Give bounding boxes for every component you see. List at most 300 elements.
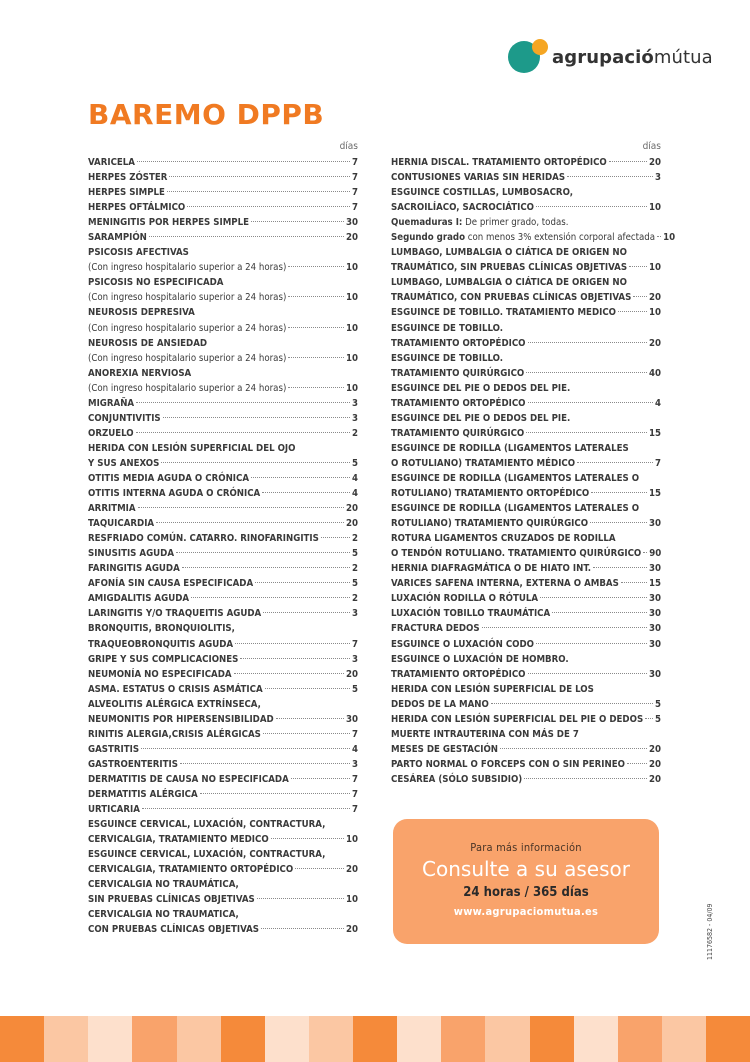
leader-dots xyxy=(528,673,647,674)
row-label: LUMBAGO, LUMBALGIA O CIÁTICA DE ORIGEN NO xyxy=(391,277,627,289)
row-label: CERVICALGIA NO TRAUMATICA, xyxy=(88,909,239,921)
row-days-value: 10 xyxy=(648,307,661,319)
table-row xyxy=(391,546,661,561)
row-label: ESGUINCE DE TOBILLO. TRATAMIENTO MEDICO xyxy=(391,307,616,319)
row-days-value: 20 xyxy=(648,758,661,770)
table-row xyxy=(391,576,661,591)
row-label: HERPES SIMPLE xyxy=(88,187,165,199)
row-days-value: 30 xyxy=(345,713,358,725)
table-row xyxy=(88,787,358,802)
leader-dots xyxy=(180,763,350,764)
table-row xyxy=(88,877,358,892)
leader-dots xyxy=(288,266,344,267)
row-days-value: 2 xyxy=(351,593,358,605)
table-row xyxy=(391,591,661,606)
row-days-value: 5 xyxy=(654,713,661,725)
table-row xyxy=(88,456,358,471)
row-label: AFONÍA SIN CAUSA ESPECIFICADA xyxy=(88,578,254,590)
leader-dots xyxy=(627,763,647,764)
stripe-block xyxy=(0,1016,44,1062)
table-row xyxy=(88,185,358,200)
row-label: Segundo grado con menos 3% extensión corporal afectada xyxy=(391,232,656,244)
row-days-value: 20 xyxy=(648,292,661,304)
row-label: ROTURA LIGAMENTOS CRUZADOS DE RODILLA xyxy=(391,533,616,545)
row-days-value: 20 xyxy=(345,924,358,936)
table-row xyxy=(88,170,358,185)
table-row xyxy=(88,155,358,170)
row-days-value: 20 xyxy=(648,157,661,168)
leader-dots xyxy=(141,748,350,749)
row-days-value: 3 xyxy=(351,758,358,770)
table-row xyxy=(88,847,358,862)
table-row xyxy=(88,667,358,682)
row-label: ROTULIANO) TRATAMIENTO ORTOPÉDICO xyxy=(391,488,590,500)
table-row xyxy=(88,637,358,652)
table-row xyxy=(88,441,358,456)
leader-dots xyxy=(156,522,344,523)
row-label: URTICARIA xyxy=(88,804,140,816)
table-row xyxy=(88,561,358,576)
row-label: HERIDA CON LESIÓN SUPERFICIAL DEL PIE O DEDOS xyxy=(391,713,644,725)
document-code: 11176582 - 04/09 xyxy=(706,903,714,960)
row-label: CESÁREA (SÓLO SUBSIDIO) xyxy=(391,773,523,785)
row-label: NEUMONÍA NO ESPECIFICADA xyxy=(88,668,232,680)
row-label: ESGUINCE O LUXACIÓN CODO xyxy=(391,638,534,650)
left-column xyxy=(88,140,358,937)
row-days-value: 4 xyxy=(351,472,358,484)
row-days-value: 10 xyxy=(345,292,358,304)
row-days-value: 3 xyxy=(351,412,358,424)
stripe-block xyxy=(441,1016,485,1062)
table-row xyxy=(88,802,358,817)
leader-dots xyxy=(482,627,647,628)
row-label: (Con ingreso hospitalario superior a 24 horas) xyxy=(88,322,287,334)
table-row xyxy=(391,561,661,576)
table-row xyxy=(391,772,661,787)
leader-dots xyxy=(524,778,647,779)
stripe-block xyxy=(44,1016,88,1062)
table-row xyxy=(88,697,358,712)
leader-dots xyxy=(528,342,647,343)
row-label: VARICELA xyxy=(88,157,135,168)
table-row xyxy=(88,321,358,336)
table-row xyxy=(391,712,661,727)
table-row xyxy=(391,682,661,697)
row-label: OTITIS MEDIA AGUDA O CRÓNICA xyxy=(88,472,250,484)
table-row xyxy=(88,606,358,621)
row-label: FARINGITIS AGUDA xyxy=(88,563,180,575)
logo-mark-icon xyxy=(508,39,548,75)
table-row xyxy=(391,531,661,546)
table-row xyxy=(88,426,358,441)
info-box xyxy=(393,819,659,944)
table-row xyxy=(391,471,661,486)
row-label: GRIPE Y SUS COMPLICACIONES xyxy=(88,653,239,665)
leader-dots xyxy=(255,582,350,583)
row-days-value: 2 xyxy=(351,427,358,439)
row-days-value: 40 xyxy=(648,367,661,379)
leader-dots xyxy=(187,206,350,207)
stripe-block xyxy=(309,1016,353,1062)
row-label: LARINGITIS Y/O TRAQUEITIS AGUDA xyxy=(88,608,262,620)
table-row xyxy=(391,200,661,215)
row-label: HERIDA CON LESIÓN SUPERFICIAL DEL OJO xyxy=(88,442,296,454)
row-days-value: 10 xyxy=(345,352,358,364)
leader-dots xyxy=(182,567,350,568)
leader-dots xyxy=(295,868,344,869)
row-days-value: 7 xyxy=(351,187,358,199)
table-row xyxy=(391,336,661,351)
row-label: ESGUINCE DE TOBILLO. xyxy=(391,322,504,334)
website-link[interactable]: www.agrupaciomutua.es xyxy=(453,905,599,918)
row-days-value: 7 xyxy=(351,638,358,650)
table-row xyxy=(88,215,358,230)
row-days-value: 4 xyxy=(351,488,358,500)
leader-dots xyxy=(629,266,647,267)
table-row xyxy=(391,501,661,516)
row-days-value: 20 xyxy=(345,503,358,515)
leader-dots xyxy=(491,703,653,704)
row-label: DERMATITIS DE CAUSA NO ESPECIFICADA xyxy=(88,773,289,785)
leader-dots xyxy=(526,432,647,433)
table-row xyxy=(88,591,358,606)
leader-dots xyxy=(288,296,344,297)
leader-dots xyxy=(263,733,350,734)
row-days-value: 20 xyxy=(648,337,661,349)
leader-dots xyxy=(288,387,344,388)
row-label: BRONQUITIS, BRONQUIOLITIS, xyxy=(88,623,235,635)
table-row xyxy=(88,652,358,667)
stripe-block xyxy=(88,1016,132,1062)
table-row xyxy=(391,486,661,501)
row-label: TRATAMIENTO ORTOPÉDICO xyxy=(391,668,526,680)
row-days-value: 7 xyxy=(351,728,358,740)
row-label: SARAMPIÓN xyxy=(88,232,147,244)
table-row xyxy=(88,396,358,411)
row-label: ESGUINCE CERVICAL, LUXACIÓN, CONTRACTURA, xyxy=(88,849,326,861)
table-row xyxy=(391,742,661,757)
row-days-value: 15 xyxy=(648,578,661,590)
row-label: (Con ingreso hospitalario superior a 24 horas) xyxy=(88,352,287,364)
row-label: GASTRITIS xyxy=(88,743,140,755)
leader-dots xyxy=(251,477,350,478)
leader-dots xyxy=(176,552,350,553)
row-label: LUXACIÓN RODILLA O RÓTULA xyxy=(391,593,539,605)
table-row xyxy=(391,652,661,667)
row-label: HERPES OFTÁLMICO xyxy=(88,202,186,214)
row-label: CONTUSIONES VARIAS SIN HERIDAS xyxy=(391,172,566,184)
row-label: DEDOS DE LA MANO xyxy=(391,698,489,710)
table-row xyxy=(88,727,358,742)
table-row xyxy=(88,757,358,772)
table-row xyxy=(391,621,661,636)
stripe-block xyxy=(530,1016,574,1062)
row-days-value: 30 xyxy=(648,608,661,620)
row-label: ESGUINCE DE TOBILLO. xyxy=(391,352,504,364)
table-row xyxy=(88,772,358,787)
leader-dots xyxy=(291,778,350,779)
row-label: NEUROSIS DE ANSIEDAD xyxy=(88,337,208,349)
table-row xyxy=(391,155,661,170)
table-row xyxy=(391,230,676,245)
row-days-value: 20 xyxy=(345,668,358,680)
leader-dots xyxy=(251,221,344,222)
row-days-value: 2 xyxy=(351,533,358,545)
row-days-value: 4 xyxy=(654,397,661,409)
leader-dots xyxy=(643,552,647,553)
row-label: PARTO NORMAL O FORCEPS CON O SIN PERINEO xyxy=(391,758,625,770)
row-days-value: 10 xyxy=(345,322,358,334)
leader-dots xyxy=(526,372,647,373)
row-label: HERNIA DISCAL. TRATAMIENTO ORTOPÉDICO xyxy=(391,157,607,168)
row-label: VARICES SAFENA INTERNA, EXTERNA O AMBAS xyxy=(391,578,619,590)
row-label: TRATAMIENTO ORTOPÉDICO xyxy=(391,337,526,349)
row-label: ESGUINCE DE RODILLA (LIGAMENTOS LATERALES xyxy=(391,442,629,454)
table-row xyxy=(88,351,358,366)
row-label: (Con ingreso hospitalario superior a 24 horas) xyxy=(88,262,287,274)
leader-dots xyxy=(261,928,344,929)
row-label: CON PRUEBAS CLÍNICAS OBJETIVAS xyxy=(88,924,259,936)
row-days-value: 10 xyxy=(345,382,358,394)
row-days-value: 4 xyxy=(351,743,358,755)
row-label: LUXACIÓN TOBILLO TRAUMÁTICA xyxy=(391,608,551,620)
leader-dots xyxy=(234,673,344,674)
row-label: (Con ingreso hospitalario superior a 24 horas) xyxy=(88,292,287,304)
row-label: PSICOSIS AFECTIVAS xyxy=(88,247,189,259)
table-row xyxy=(88,260,358,275)
row-label: TRAQUEOBRONQUITIS AGUDA xyxy=(88,638,234,650)
leader-dots xyxy=(536,643,647,644)
leader-dots xyxy=(265,688,350,689)
leader-dots xyxy=(621,582,647,583)
row-days-value: 30 xyxy=(648,638,661,650)
row-label: TRATAMIENTO QUIRÚRGICO xyxy=(391,427,525,439)
row-label: TRATAMIENTO ORTOPÉDICO xyxy=(391,397,526,409)
row-label: O ROTULIANO) TRATAMIENTO MÉDICO xyxy=(391,457,576,469)
row-label: DERMATITIS ALÉRGICA xyxy=(88,788,198,800)
row-days-value: 10 xyxy=(345,894,358,906)
row-label: CERVICALGIA NO TRAUMÁTICA, xyxy=(88,879,239,891)
row-label: (Con ingreso hospitalario superior a 24 horas) xyxy=(88,382,287,394)
leader-dots xyxy=(618,311,647,312)
row-label: PSICOSIS NO ESPECIFICADA xyxy=(88,277,224,289)
row-days-value: 7 xyxy=(654,457,661,469)
row-days-value: 7 xyxy=(351,773,358,785)
row-label: OTITIS INTERNA AGUDA O CRÓNICA xyxy=(88,488,261,500)
leader-dots xyxy=(591,492,647,493)
table-row xyxy=(391,637,661,652)
table-row xyxy=(391,381,661,396)
row-days-value: 5 xyxy=(351,548,358,560)
row-label: GASTROENTERITIS xyxy=(88,758,178,770)
stripe-block xyxy=(265,1016,309,1062)
table-row xyxy=(88,576,358,591)
row-label: SINUSITIS AGUDA xyxy=(88,548,175,560)
stripe-block xyxy=(132,1016,176,1062)
table-row xyxy=(391,321,661,336)
info-line-3: 24 horas / 365 días xyxy=(463,885,589,900)
row-label: TRAUMÁTICO, SIN PRUEBAS CLÍNICAS OBJETIVAS xyxy=(391,262,628,274)
table-row xyxy=(88,531,358,546)
stripe-block xyxy=(618,1016,662,1062)
row-label: Y SUS ANEXOS xyxy=(88,457,160,469)
table-row xyxy=(391,667,661,682)
table-row xyxy=(391,170,661,185)
table-row xyxy=(88,200,358,215)
table-row xyxy=(88,682,358,697)
row-days-value: 10 xyxy=(663,232,676,244)
row-days-value: 2 xyxy=(351,563,358,575)
table-row xyxy=(88,922,358,937)
row-days-value: 20 xyxy=(345,864,358,876)
leader-dots xyxy=(163,417,350,418)
leader-dots xyxy=(263,612,350,613)
row-label: ANOREXIA NERVIOSA xyxy=(88,367,192,379)
row-days-value: 30 xyxy=(648,563,661,575)
unit-header-left: días xyxy=(339,141,358,152)
row-days-value: 30 xyxy=(648,593,661,605)
table-row xyxy=(391,426,661,441)
row-label: NEUROSIS DEPRESIVA xyxy=(88,307,195,319)
row-days-value: 30 xyxy=(648,623,661,635)
stripe-block xyxy=(485,1016,529,1062)
row-label: HERNIA DIAFRAGMÁTICA O DE HIATO INT. xyxy=(391,563,592,575)
table-row xyxy=(88,411,358,426)
table-row xyxy=(391,245,661,260)
table-row xyxy=(391,290,661,305)
row-label: ESGUINCE DE RODILLA (LIGAMENTOS LATERALES O xyxy=(391,503,640,515)
row-label: HERPES ZÓSTER xyxy=(88,172,168,184)
table-row xyxy=(391,727,661,742)
table-row xyxy=(391,185,661,200)
stripe-block xyxy=(177,1016,221,1062)
row-days-value: 20 xyxy=(345,518,358,530)
row-label: ESGUINCE CERVICAL, LUXACIÓN, CONTRACTURA, xyxy=(88,819,326,831)
row-days-value: 7 xyxy=(351,172,358,184)
stripe-block xyxy=(353,1016,397,1062)
row-label: SACROILÍACO, SACROCIÁTICO xyxy=(391,202,535,214)
leader-dots xyxy=(321,537,350,538)
table-row xyxy=(88,501,358,516)
row-days-value: 7 xyxy=(351,804,358,816)
table-row xyxy=(88,305,358,320)
leader-dots xyxy=(136,402,350,403)
leader-dots xyxy=(138,507,344,508)
leader-dots xyxy=(262,492,350,493)
table-row xyxy=(391,411,661,426)
leader-dots xyxy=(149,236,344,237)
table-row xyxy=(391,215,661,230)
row-label: LUMBAGO, LUMBALGIA O CIÁTICA DE ORIGEN NO xyxy=(391,247,627,259)
row-label: ESGUINCE DEL PIE O DEDOS DEL PIE. xyxy=(391,412,571,424)
row-label: MESES DE GESTACIÓN xyxy=(391,743,499,755)
row-label: ESGUINCE O LUXACIÓN DE HOMBRO. xyxy=(391,653,569,665)
row-label: ESGUINCE DE RODILLA (LIGAMENTOS LATERALES O xyxy=(391,472,640,484)
leader-dots xyxy=(528,402,653,403)
row-days-value: 30 xyxy=(345,217,358,229)
table-row xyxy=(88,742,358,757)
row-label: ORZUELO xyxy=(88,427,134,439)
right-column xyxy=(391,140,676,787)
row-days-value: 15 xyxy=(648,427,661,439)
table-row xyxy=(88,245,358,260)
row-days-value: 7 xyxy=(351,202,358,214)
row-label: ROTULIANO) TRATAMIENTO QUIRÚRGICO xyxy=(391,518,589,530)
stripe-block xyxy=(662,1016,706,1062)
row-label: RESFRIADO COMÚN. CATARRO. RINOFARINGITIS xyxy=(88,533,319,545)
row-label: Quemaduras I: De primer grado, todas. xyxy=(391,217,569,229)
page-title: BAREMO DPPB xyxy=(88,98,325,131)
leader-dots xyxy=(271,838,344,839)
brand-logo xyxy=(508,37,713,77)
row-days-value: 3 xyxy=(351,653,358,665)
leader-dots xyxy=(288,327,344,328)
table-row xyxy=(88,486,358,501)
row-label: RINITIS ALERGIA,CRISIS ALÉRGICAS xyxy=(88,728,261,740)
table-row xyxy=(88,381,358,396)
leader-dots xyxy=(136,432,350,433)
table-row xyxy=(391,366,661,381)
row-label: HERIDA CON LESIÓN SUPERFICIAL DE LOS xyxy=(391,683,594,695)
leader-dots xyxy=(200,793,350,794)
table-row xyxy=(391,351,661,366)
table-row xyxy=(391,516,661,531)
table-row xyxy=(88,471,358,486)
row-days-value: 10 xyxy=(345,834,358,846)
row-days-value: 3 xyxy=(351,397,358,409)
row-days-value: 30 xyxy=(648,668,661,680)
row-label: O TENDÓN ROTULIANO. TRATAMIENTO QUIRÚRGICO xyxy=(391,548,642,560)
table-row xyxy=(88,336,358,351)
leader-dots xyxy=(540,597,647,598)
table-row xyxy=(88,230,358,245)
row-days-value: 7 xyxy=(351,788,358,800)
row-days-value: 5 xyxy=(351,457,358,469)
row-label: CERVICALGIA, TRATAMIENTO ORTOPÉDICO xyxy=(88,864,294,876)
row-days-value: 20 xyxy=(648,773,661,785)
row-label: CERVICALGIA, TRATAMIENTO MEDICO xyxy=(88,834,269,846)
row-days-value: 3 xyxy=(654,172,661,184)
row-days-value: 5 xyxy=(351,683,358,695)
leader-dots xyxy=(593,567,647,568)
logo-text: agrupaciómútua xyxy=(552,46,713,68)
table-row xyxy=(391,260,661,275)
leader-dots xyxy=(590,522,647,523)
stripe-block xyxy=(706,1016,750,1062)
row-days-value: 20 xyxy=(345,232,358,244)
table-row xyxy=(88,516,358,531)
row-days-value: 10 xyxy=(648,262,661,274)
leader-dots xyxy=(240,658,350,659)
leader-dots xyxy=(645,718,653,719)
table-row xyxy=(391,697,661,712)
leader-dots xyxy=(500,748,647,749)
row-label: AMIGDALITIS AGUDA xyxy=(88,593,190,605)
leader-dots xyxy=(161,462,350,463)
row-days-value: 5 xyxy=(351,578,358,590)
leader-dots xyxy=(257,898,344,899)
leader-dots xyxy=(167,191,350,192)
leader-dots xyxy=(552,612,647,613)
unit-header-right: días xyxy=(642,141,661,152)
leader-dots xyxy=(577,462,653,463)
row-days-value: 90 xyxy=(649,548,662,560)
leader-dots xyxy=(567,176,653,177)
table-row xyxy=(391,396,661,411)
row-label: TRATAMIENTO QUIRÚRGICO xyxy=(391,367,525,379)
table-row xyxy=(88,892,358,907)
row-label: ESGUINCE DEL PIE O DEDOS DEL PIE. xyxy=(391,382,571,394)
